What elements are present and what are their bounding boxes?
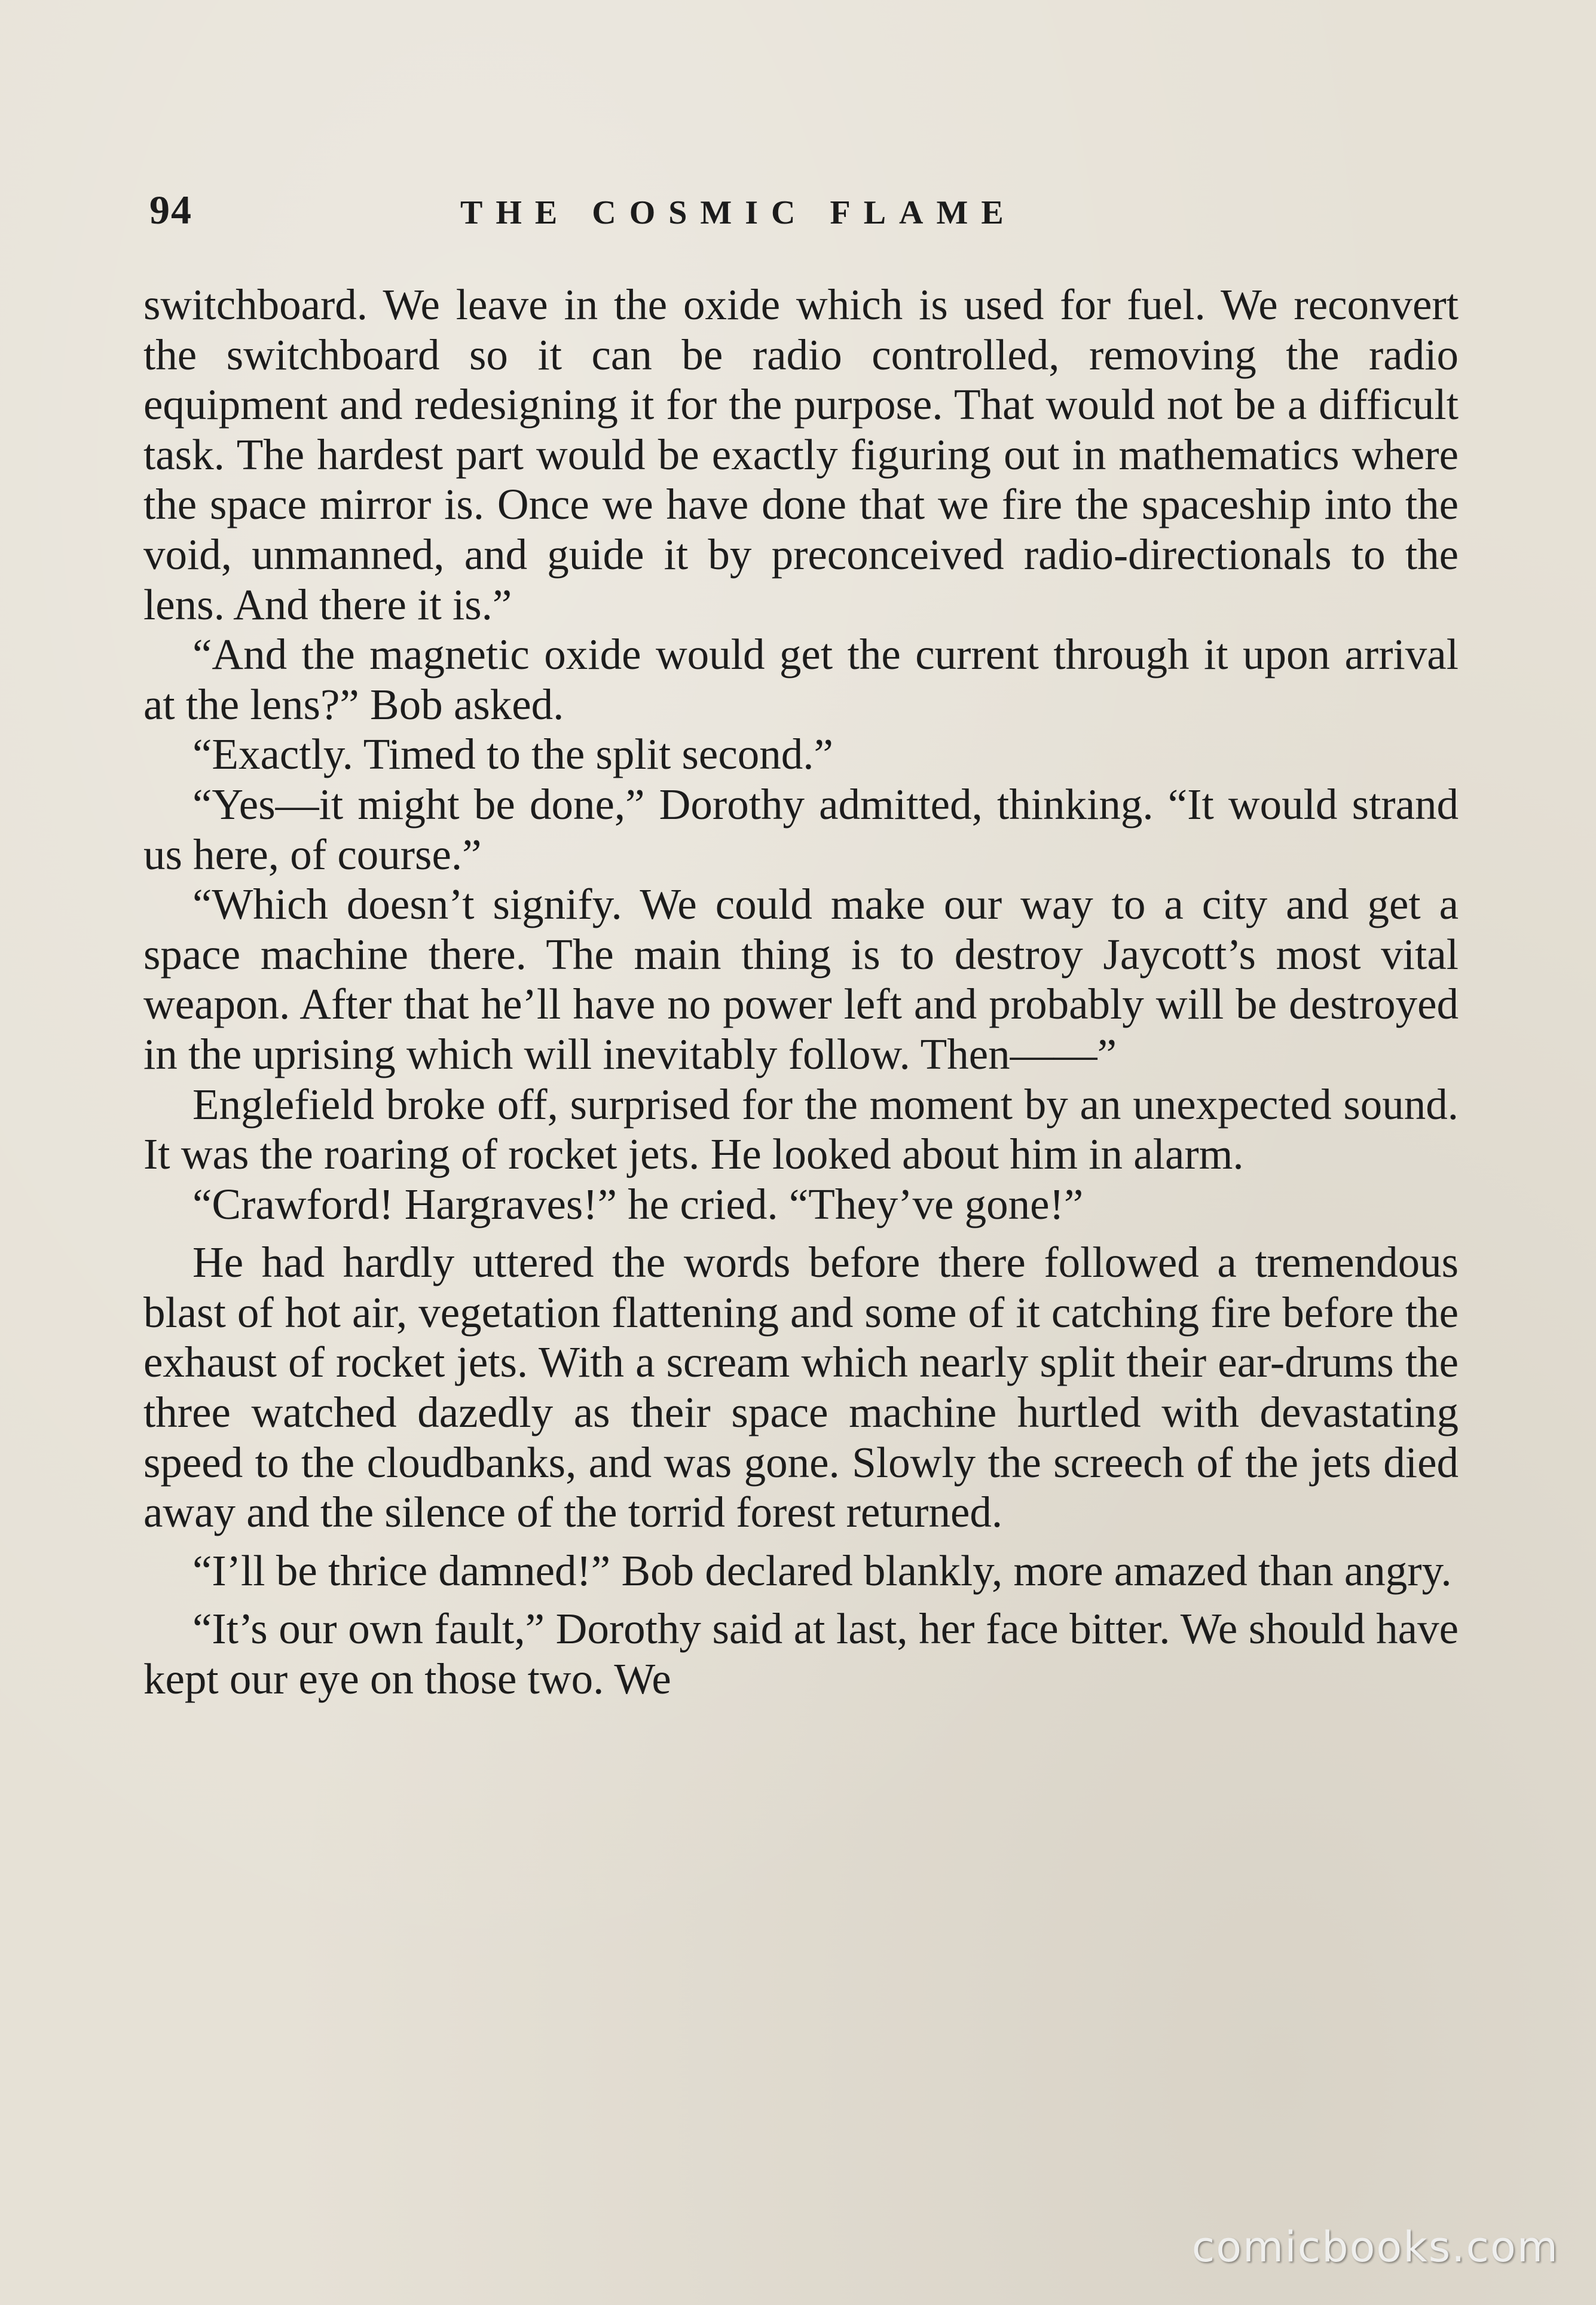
page-header: [149, 187, 1453, 240]
paragraph: switchboard. We leave in the oxide which is used for fuel. We reconvert the switchboard so it can be radio controlled, removing the radio equipment and redesigning it for the purpose. That would not be a difficult task. The hardest part would be exactly figuring out in mathematics where the space mirror is. Once we have done that we fire the spaceship into the void, unmanned, and guide it by preconceived radio-directionals to the lens. And there it is.”: [143, 280, 1459, 629]
paragraph: “It’s our own fault,” Dorothy said at last, her face bitter. We should have kept our eye on those two. We: [143, 1604, 1459, 1704]
paragraph: “Crawford! Hargraves!” he cried. “They’ve gone!”: [192, 1179, 1084, 1228]
running-title: THE COSMIC FLAME: [460, 194, 1017, 231]
body-text: [143, 280, 1459, 1704]
paragraph: “I’ll be thrice damned!” Bob declared blankly, more amazed than angry.: [192, 1546, 1452, 1595]
paragraph: “Yes—it might be done,” Dorothy admitted, thinking. “It would strand us here, of course.”: [143, 779, 1459, 879]
paragraph: He had hardly uttered the words before there followed a tremendous blast of hot air, vegetation flattening and some of it catching fire before the exhaust of rocket jets. With a scream which nearly split their ear-drums the three watched dazedly as their space machine hurtled with devastating speed to the cloudbanks, and was gone. Slowly the screech of the jets died away and the silence of the torrid forest returned.: [143, 1238, 1459, 1537]
paragraph: Englefield broke off, surprised for the moment by an unexpected sound. It was the roaring of rocket jets. He looked about him in alarm.: [143, 1080, 1459, 1179]
paragraph: “And the magnetic oxide would get the current through it upon arrival at the lens?” Bob asked.: [143, 630, 1459, 729]
paragraph: “Which doesn’t signify. We could make our way to a city and get a space machine there. The main thing is to destroy Jaycott’s most vital weapon. After that he’ll have no power left and probably will be destroyed in the uprising which will inevitably follow. Then——”: [143, 880, 1459, 1078]
watermark: comicbooks.com: [1191, 2223, 1559, 2272]
paragraph: “Exactly. Timed to the split second.”: [192, 730, 833, 779]
page-number: 94: [149, 187, 192, 233]
